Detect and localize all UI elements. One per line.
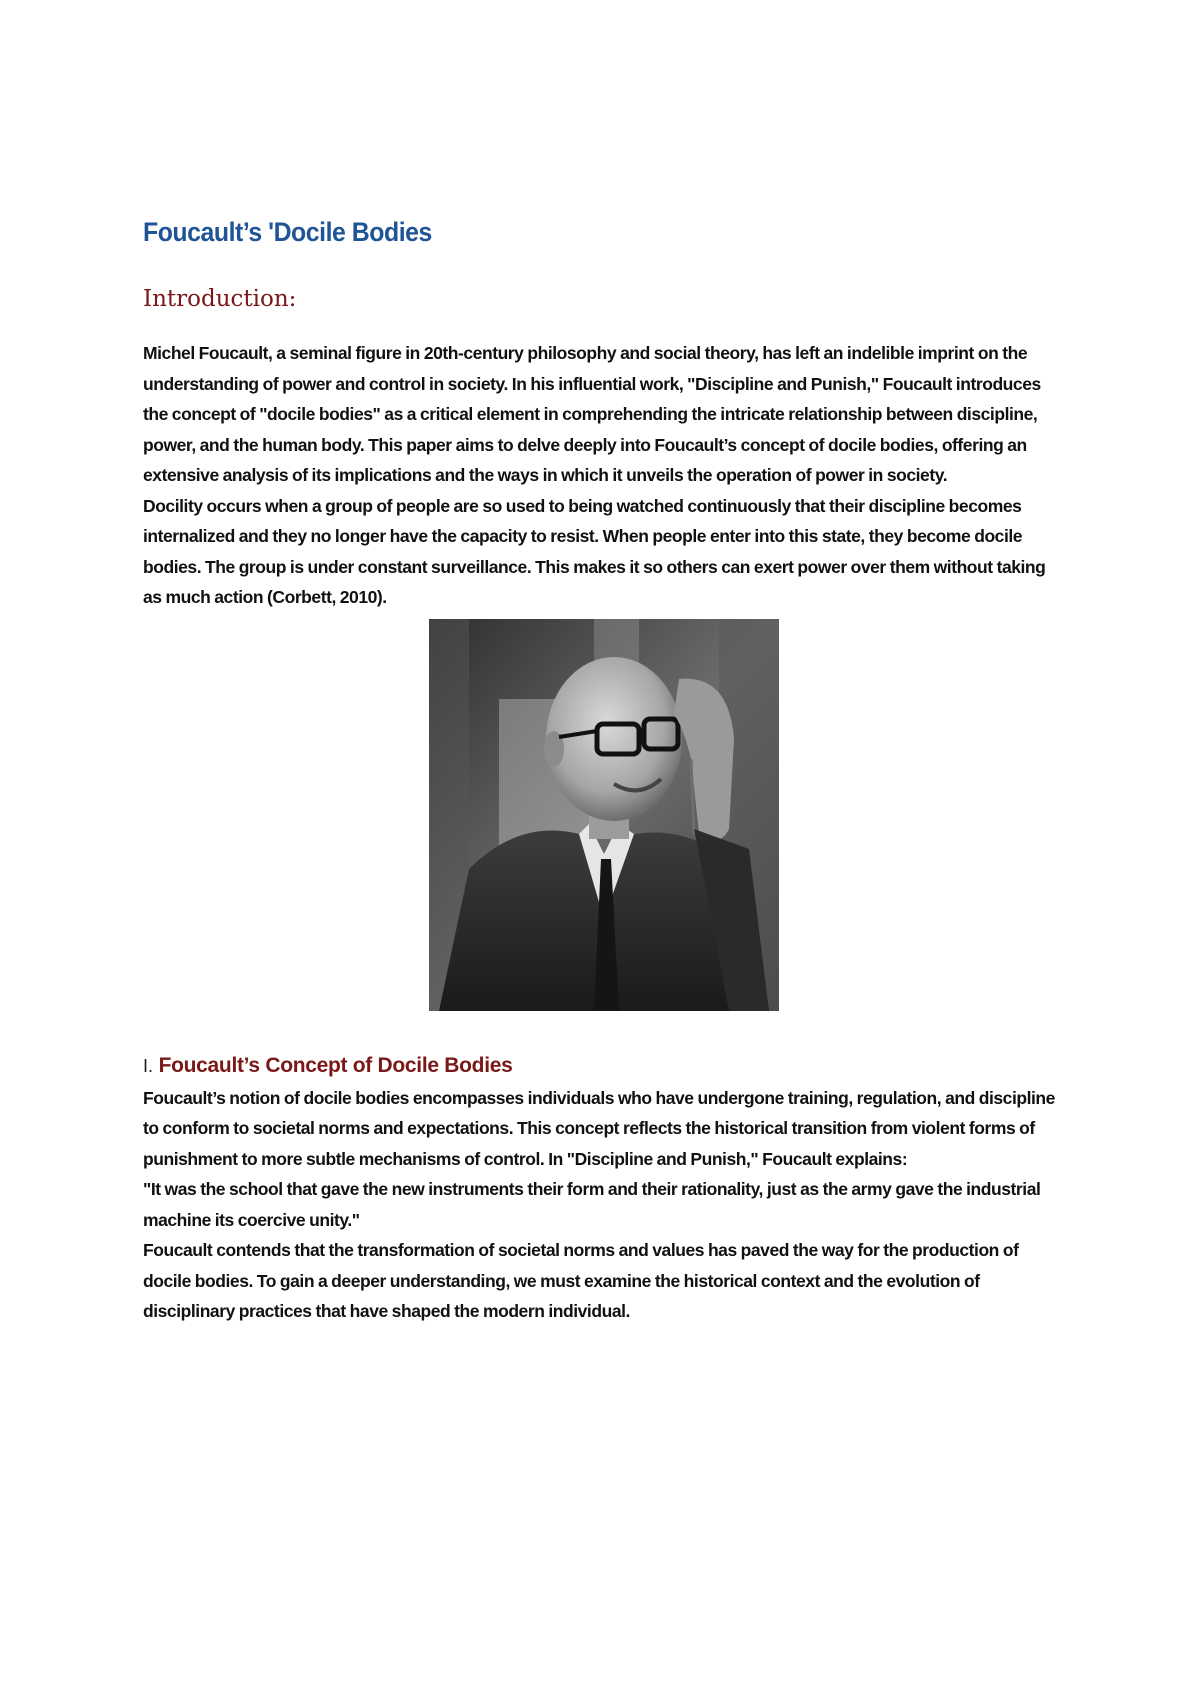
intro-paragraph: Michel Foucault, a seminal figure in 20th-century philosophy and social theory, has left an indelible imprint on the understanding of power and control in society. In his influential work, "Discipline and Punish," Foucault introduces the concept of "docile bodies" as a critical element in comprehending the intricate relationship between discipline, power, and the human body. This paper aims to delve deeply into Foucault’s concept of docile bodies, offering an extensive analysis of its implications and the ways in which it unveils the operation of power in society. [143, 343, 1041, 485]
quote-paragraph: "It was the school that gave the new instruments their form and their rationality, just as the army gave the industrial machine its coercive unity." [143, 1179, 1041, 1230]
section-paragraph: Foucault contends that the transformation of societal norms and values has paved the way for the production of docile bodies. To gain a deeper understanding, we must examine the historical context and the evolution of disciplinary practices that have shaped the modern individual. [143, 1240, 1019, 1321]
introduction-heading: Introduction: [143, 286, 297, 312]
portrait-photo-icon [429, 619, 779, 1011]
section-paragraph: Foucault’s notion of docile bodies encompasses individuals who have undergone training, regulation, and discipline to conform to societal norms and expectations. This concept reflects the historical transition from violent forms of punishment to more subtle mechanisms of control. In "Discipline and Punish," Foucault explains: [143, 1087, 1055, 1169]
portrait-photo [429, 619, 779, 1011]
section-1-heading [143, 1051, 1063, 1081]
section-number: I. [143, 1055, 154, 1076]
section-1-body [143, 1083, 1063, 1327]
introduction-body [143, 338, 1063, 613]
document-title: Foucault’s 'Docile Bodies [143, 217, 432, 247]
section-title: Foucault’s Concept of Docile Bodies [158, 1053, 513, 1077]
document-content [143, 212, 1063, 1327]
docility-paragraph: Docility occurs when a group of people are so used to being watched continuously that their discipline becomes internalized and they no longer have the capacity to resist. When people enter into this state, they become docile bodies. The group is under constant surveillance. This makes it so others can exert power over them without taking as much action (Corbett, 2010). [143, 495, 1046, 607]
